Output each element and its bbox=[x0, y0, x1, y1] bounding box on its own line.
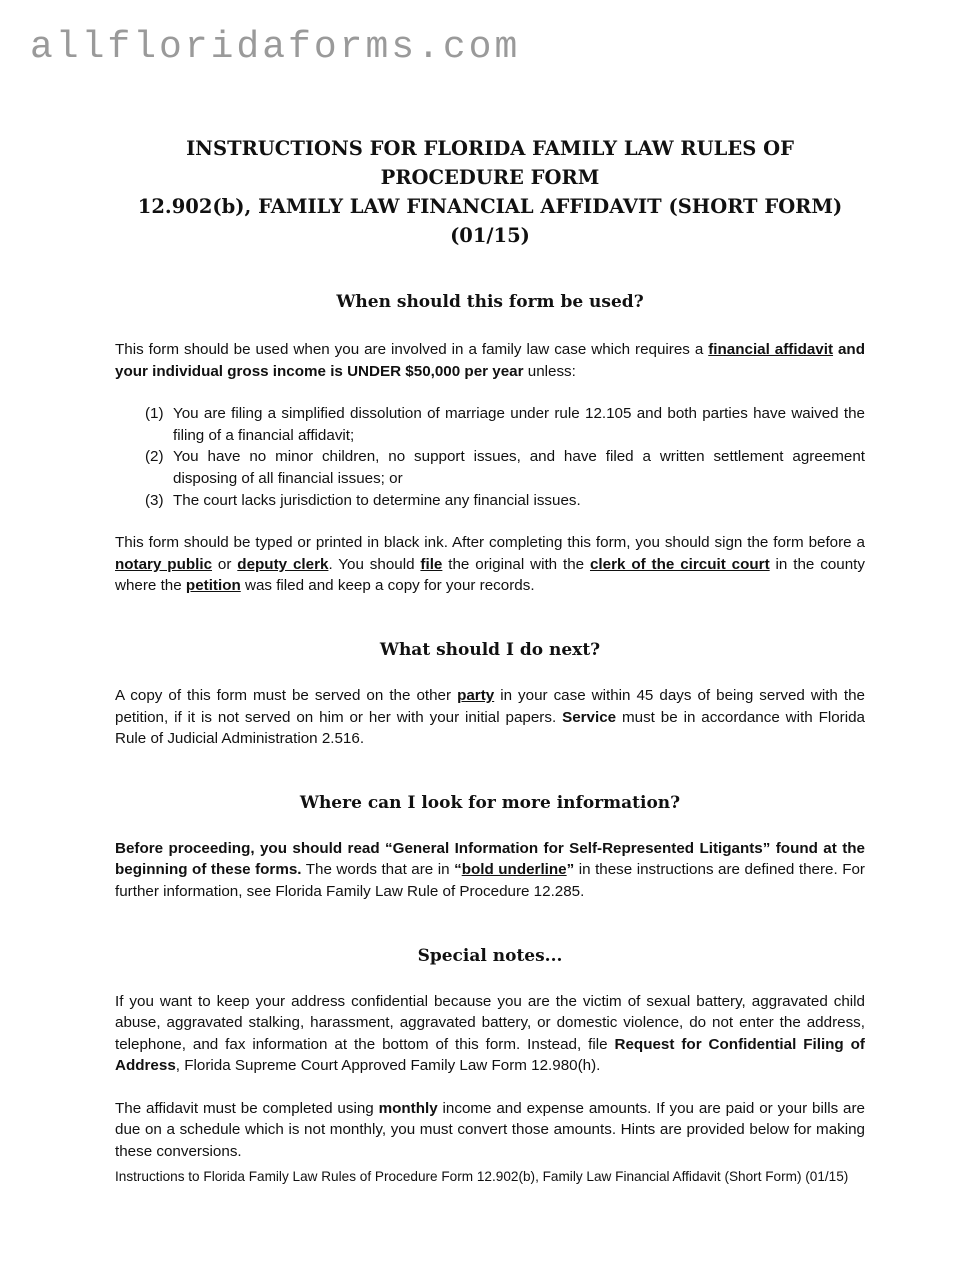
bold-quote-open: “ bbox=[454, 861, 462, 879]
text-span: This form should be used when you are involved in a family law case which requires a bbox=[115, 341, 709, 358]
watermark-text: allfloridaforms.com bbox=[30, 26, 521, 69]
paragraph-what-next bbox=[115, 685, 865, 750]
paragraph-monthly-amounts bbox=[115, 1098, 865, 1163]
list-number: (2) bbox=[145, 448, 164, 466]
text-span: in the county where the bbox=[115, 555, 865, 595]
list-item bbox=[115, 446, 865, 489]
text-span: in these instructions are defined there. For further information, see Florida Family Law Rule of Procedure 12.285. bbox=[115, 861, 865, 900]
heading-more-information: Where can I look for more information? bbox=[299, 792, 681, 813]
title-line-1: INSTRUCTIONS FOR FLORIDA FAMILY LAW RULES OF PROCEDURE FORM bbox=[186, 137, 794, 189]
defined-term-deputy-clerk: deputy clerk bbox=[237, 555, 329, 573]
list-item bbox=[115, 403, 865, 446]
text-span: in your case within 45 days of being served with the petition, if it is not served on him or her with your initial papers. bbox=[115, 686, 865, 726]
text-span: This form should be typed or printed in black ink. After completing this form, you should sign the form before a bbox=[115, 534, 865, 552]
bold-income-limit: and your individual gross income is UNDER $50,000 per year bbox=[115, 341, 865, 380]
list-text: The court lacks jurisdiction to determine any financial issues. bbox=[173, 491, 581, 509]
title-line-2: 12.902(b), FAMILY LAW FINANCIAL AFFIDAVIT (SHORT FORM) (01/15) bbox=[137, 195, 843, 247]
text-span: the original with the bbox=[442, 555, 590, 573]
paragraph-filing-instructions bbox=[115, 532, 865, 597]
bold-quote-close: ” bbox=[566, 861, 575, 879]
bold-service: Service bbox=[562, 708, 617, 726]
paragraph-confidential-address bbox=[115, 991, 865, 1077]
text-span: The affidavit must be completed using bbox=[115, 1099, 379, 1117]
heading-what-next: What should I do next? bbox=[379, 639, 601, 660]
paragraph-when-used bbox=[115, 339, 865, 382]
text-span: The words that are in bbox=[301, 861, 455, 879]
text-span: . You should bbox=[328, 555, 421, 573]
bold-before-proceeding: Before proceeding, you should read “General Information for Self-Represented Litigants” found at the beginning of these forms. bbox=[115, 839, 865, 879]
defined-term-notary-public: notary public bbox=[115, 555, 213, 573]
conditions-list bbox=[115, 403, 865, 511]
text-span: unless: bbox=[523, 362, 576, 380]
text-span: income and expense amounts. If you are paid or your bills are due on a schedule which is not monthly, you must convert those amounts. Hints are provided below for making these conversions. bbox=[115, 1099, 865, 1161]
text-span: was filed and keep a copy for your records. bbox=[240, 577, 535, 595]
document-title bbox=[115, 134, 865, 250]
list-number: (3) bbox=[145, 491, 164, 509]
bold-request-confidential-filing: Request for Confidential Filing of Address bbox=[115, 1035, 865, 1075]
defined-term-clerk-circuit-court: clerk of the circuit court bbox=[589, 555, 770, 573]
document-page bbox=[115, 134, 865, 1187]
text-span: A copy of this form must be served on the other bbox=[115, 686, 458, 704]
text-span: , Florida Supreme Court Approved Family Law Form 12.980(h). bbox=[175, 1057, 601, 1075]
footer-text: Instructions to Florida Family Law Rules of Procedure Form 12.902(b), Family Law Financial Affidavit (Short Form) (01/15) bbox=[115, 1168, 849, 1184]
heading-when-used: When should this form be used? bbox=[336, 292, 644, 312]
page-footer bbox=[115, 1167, 865, 1187]
defined-term-petition: petition bbox=[185, 577, 241, 595]
bold-monthly: monthly bbox=[378, 1099, 438, 1117]
text-span: If you want to keep your address confidential because you are the victim of sexual battery, aggravated child abuse, aggravated stalking, harassment, aggravated battery, or domestic violence, do not enter the address, telephone, and fax information at the bottom of this form. Instead, file bbox=[115, 992, 865, 1053]
heading-special-notes: Special notes... bbox=[417, 945, 563, 966]
paragraph-more-information bbox=[115, 838, 865, 903]
list-text: You are filing a simplified dissolution of marriage under rule 12.105 and both parties have waived the filing of a financial affidavit; bbox=[173, 405, 865, 444]
text-span: must be in accordance with Florida Rule of Judicial Administration 2.516. bbox=[115, 708, 865, 748]
list-text: You have no minor children, no support issues, and have filed a written settlement agreement disposing of all financial issues; or bbox=[173, 448, 865, 487]
defined-term-financial-affidavit: financial affidavit bbox=[708, 341, 834, 358]
defined-term-file: file bbox=[420, 555, 443, 573]
text-span: or bbox=[212, 555, 238, 573]
defined-term-bold-underline: bold underline bbox=[461, 861, 567, 879]
list-item bbox=[115, 490, 865, 512]
list-number: (1) bbox=[145, 405, 164, 423]
defined-term-party: party bbox=[457, 686, 495, 704]
